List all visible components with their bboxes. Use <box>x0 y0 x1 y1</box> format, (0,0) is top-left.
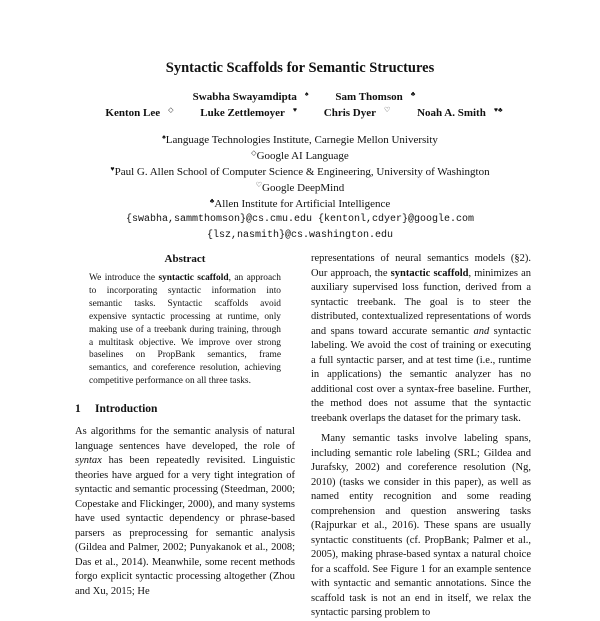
affiliation: ♡Google DeepMind <box>255 181 345 194</box>
abstract-heading: Abstract <box>164 253 206 265</box>
affiliation: ♥Paul G. Allen School of Computer Science & Engineering, University of Washington <box>110 165 490 178</box>
author: Swabha Swayamdipta ♠ <box>192 90 309 103</box>
abstract-text: We introduce the syntactic scaffold, an approach to incorporating syntactic information into semantic tasks. Syntactic scaffolds avoid expensive syntactic processing at runtime, only making use of a treebank during training, through a multitask objective. We improve over strong baselines on PropBank semantics, frame semantics, and coreference resolution, achieving competitive performance on all three tasks. <box>89 273 281 387</box>
author-row-2 <box>0 105 600 121</box>
affiliation: ♣Allen Institute for Artificial Intelligence <box>209 197 391 210</box>
affiliation-list <box>0 132 600 244</box>
author-list <box>0 89 600 121</box>
author-row-1 <box>0 89 600 105</box>
right-column <box>311 252 531 621</box>
section-heading-introduction: 1 Introduction <box>75 403 158 416</box>
paragraph: representations of neural semantics models (§2). Our approach, the syntactic scaffold, minimizes an auxiliary supervised loss function, derived from a syntactic treebank. The goal is to steer the distributed, contextualized representations of words and spans toward accurate semantic and syntactic labeling. We avoid the cost of training or executing a full syntactic parser, and at test time (i.e., runtime in applications) the semantic analyzer has no additional cost over a syntax-free baseline. Further, the method does not assume that the syntactic treebank overlaps the dataset for the primary task. <box>311 253 532 424</box>
author: Kenton Lee ◇ <box>105 106 174 119</box>
affiliation: ♠Language Technologies Institute, Carnegie Mellon University <box>162 133 438 146</box>
author: Sam Thomson ♣ <box>335 90 416 103</box>
author-emails: {lsz,nasmith}@cs.washington.edu <box>206 230 394 241</box>
affiliation: ◇Google AI Language <box>251 149 349 162</box>
author: Noah A. Smith ♥♣ <box>417 106 503 119</box>
author: Luke Zettlemoyer ♥ <box>200 106 298 119</box>
author: Chris Dyer ♡ <box>323 106 391 119</box>
introduction-paragraph: As algorithms for the semantic analysis of natural language sentences have developed, the role of syntax has been repeatedly revisited. Linguistic theories have argued for a very tight integration of syntactic and semantic processing (Steedman, 2000; Copestake and Flickinger, 2000), and many systems have used syntactic dependency or phrase-based parsers as preprocessing for semantic analysis (Gildea and Palmer, 2002; Punyakanok et al., 2008; Das et al., 2014). Meanwhile, some recent methods forgo explicit syntactic processing altogether (Zhou and Xu, 2015; He <box>75 426 295 597</box>
left-column <box>75 252 295 599</box>
paper-title: Syntactic Scaffolds for Semantic Structures <box>165 60 435 76</box>
paragraph: Many semantic tasks involve labeling spans, including semantic role labeling (SRL; Gildea and Jurafsky, 2002) and coreference resolution (Ng, 2010) (tasks we consider in this paper), as well as named entity recognition and some reading comprehension and question answering tasks (Rajpurkar et al., 2016). These spans are usually syntactic constituents (cf. PropBank; Palmer et al., 2005), making phrase-based syntax a natural choice for a scaffold. See Figure 1 for an example sentence with syntactic and semantic annotations. Since the scaffold task is not an end in itself, we relax the syntactic parsing problem to <box>311 433 531 618</box>
author-emails: {swabha,sammthomson}@cs.cmu.edu {kentonl,cdyer}@google.com <box>125 214 475 225</box>
